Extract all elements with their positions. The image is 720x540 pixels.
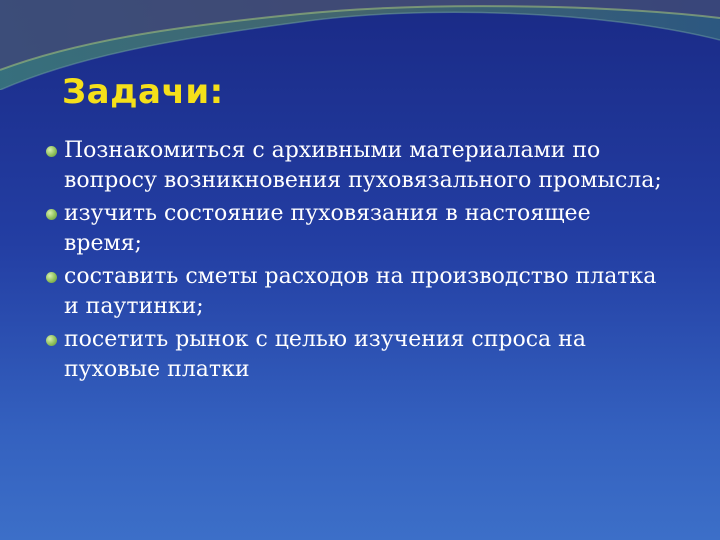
task-item bbox=[46, 325, 666, 385]
task-item bbox=[46, 262, 666, 322]
bullet-icon bbox=[46, 209, 57, 220]
bullet-icon bbox=[46, 272, 57, 283]
task-list bbox=[46, 136, 666, 388]
task-item bbox=[46, 199, 666, 259]
bullet-icon bbox=[46, 146, 57, 157]
task-text: составить сметы расходов на производство платка и паутинки; bbox=[64, 264, 657, 319]
bullet-icon bbox=[46, 335, 57, 346]
task-item bbox=[46, 136, 666, 196]
task-text: посетить рынок с целью изучения спроса на пуховые платки bbox=[64, 327, 586, 382]
task-text: Познакомиться с архивными материалами по вопросу возникновения пуховязального промысла; bbox=[64, 138, 662, 193]
slide-title: Задачи: bbox=[62, 72, 224, 112]
task-text: изучить состояние пуховязания в настоящее время; bbox=[64, 201, 591, 256]
